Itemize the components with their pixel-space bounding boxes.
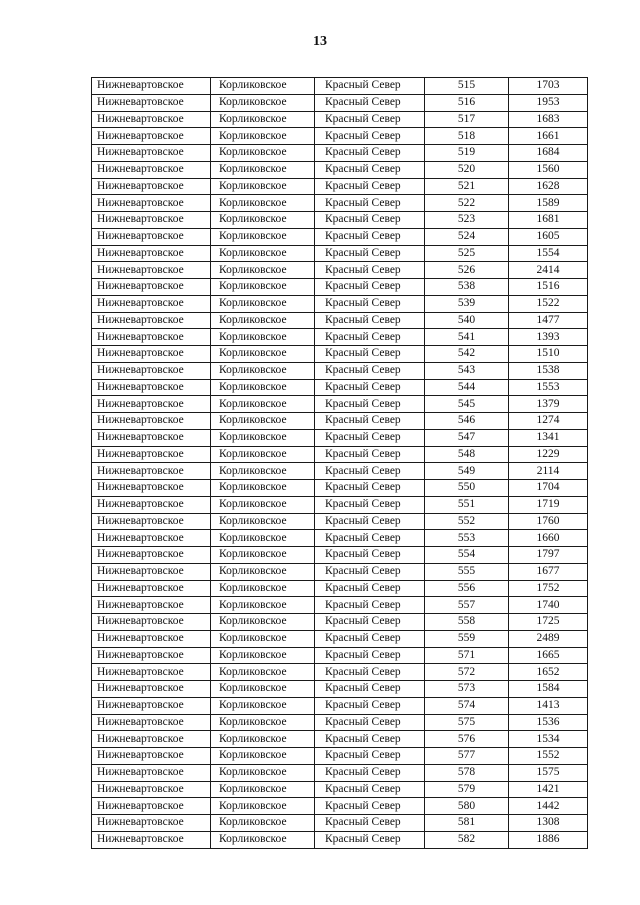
company-cell: Красный Север <box>315 94 425 111</box>
value-cell: 1522 <box>509 295 588 312</box>
company-cell: Красный Север <box>315 346 425 363</box>
value-cell: 2489 <box>509 630 588 647</box>
region-cell: Нижневартовское <box>92 480 211 497</box>
field-cell: Корликовское <box>211 94 315 111</box>
number-cell: 577 <box>425 748 509 765</box>
number-cell: 553 <box>425 530 509 547</box>
company-cell: Красный Север <box>315 831 425 848</box>
field-cell: Корликовское <box>211 664 315 681</box>
number-cell: 524 <box>425 228 509 245</box>
company-cell: Красный Север <box>315 697 425 714</box>
value-cell: 1752 <box>509 580 588 597</box>
company-cell: Красный Север <box>315 161 425 178</box>
table-row <box>92 245 588 262</box>
number-cell: 522 <box>425 195 509 212</box>
value-cell: 1553 <box>509 379 588 396</box>
company-cell: Красный Север <box>315 480 425 497</box>
region-cell: Нижневартовское <box>92 262 211 279</box>
region-cell: Нижневартовское <box>92 647 211 664</box>
region-cell: Нижневартовское <box>92 379 211 396</box>
field-cell: Корликовское <box>211 748 315 765</box>
field-cell: Корликовское <box>211 413 315 430</box>
table-row <box>92 346 588 363</box>
value-cell: 1552 <box>509 748 588 765</box>
value-cell: 1660 <box>509 530 588 547</box>
number-cell: 538 <box>425 279 509 296</box>
value-cell: 1886 <box>509 831 588 848</box>
table-row <box>92 111 588 128</box>
region-cell: Нижневартовское <box>92 279 211 296</box>
company-cell: Красный Север <box>315 312 425 329</box>
value-cell: 2414 <box>509 262 588 279</box>
value-cell: 1684 <box>509 145 588 162</box>
field-cell: Корликовское <box>211 446 315 463</box>
company-cell: Красный Север <box>315 815 425 832</box>
company-cell: Красный Север <box>315 212 425 229</box>
number-cell: 520 <box>425 161 509 178</box>
region-cell: Нижневартовское <box>92 413 211 430</box>
region-cell: Нижневартовское <box>92 513 211 530</box>
value-cell: 1797 <box>509 547 588 564</box>
number-cell: 526 <box>425 262 509 279</box>
number-cell: 544 <box>425 379 509 396</box>
table-row <box>92 379 588 396</box>
company-cell: Красный Север <box>315 664 425 681</box>
region-cell: Нижневартовское <box>92 714 211 731</box>
region-cell: Нижневартовское <box>92 781 211 798</box>
number-cell: 521 <box>425 178 509 195</box>
value-cell: 1677 <box>509 563 588 580</box>
region-cell: Нижневартовское <box>92 145 211 162</box>
table-row <box>92 178 588 195</box>
number-cell: 548 <box>425 446 509 463</box>
field-cell: Корликовское <box>211 647 315 664</box>
value-cell: 1661 <box>509 128 588 145</box>
region-cell: Нижневартовское <box>92 831 211 848</box>
number-cell: 551 <box>425 496 509 513</box>
field-cell: Корликовское <box>211 78 315 95</box>
field-cell: Корликовское <box>211 697 315 714</box>
number-cell: 543 <box>425 362 509 379</box>
field-cell: Корликовское <box>211 228 315 245</box>
company-cell: Красный Север <box>315 714 425 731</box>
number-cell: 576 <box>425 731 509 748</box>
number-cell: 579 <box>425 781 509 798</box>
field-cell: Корликовское <box>211 128 315 145</box>
region-cell: Нижневартовское <box>92 178 211 195</box>
value-cell: 1704 <box>509 480 588 497</box>
table-row <box>92 831 588 848</box>
field-cell: Корликовское <box>211 764 315 781</box>
field-cell: Корликовское <box>211 379 315 396</box>
field-cell: Корликовское <box>211 329 315 346</box>
value-cell: 1560 <box>509 161 588 178</box>
company-cell: Красный Север <box>315 563 425 580</box>
table-row <box>92 815 588 832</box>
value-cell: 1536 <box>509 714 588 731</box>
table-body <box>92 78 588 849</box>
table-row <box>92 480 588 497</box>
table-row <box>92 731 588 748</box>
company-cell: Красный Север <box>315 228 425 245</box>
company-cell: Красный Север <box>315 362 425 379</box>
number-cell: 580 <box>425 798 509 815</box>
field-cell: Корликовское <box>211 362 315 379</box>
region-cell: Нижневартовское <box>92 463 211 480</box>
number-cell: 581 <box>425 815 509 832</box>
company-cell: Красный Север <box>315 279 425 296</box>
region-cell: Нижневартовское <box>92 346 211 363</box>
region-cell: Нижневартовское <box>92 580 211 597</box>
field-cell: Корликовское <box>211 614 315 631</box>
number-cell: 515 <box>425 78 509 95</box>
table-row <box>92 563 588 580</box>
number-cell: 547 <box>425 429 509 446</box>
table-row <box>92 781 588 798</box>
value-cell: 1538 <box>509 362 588 379</box>
number-cell: 546 <box>425 413 509 430</box>
company-cell: Красный Север <box>315 547 425 564</box>
field-cell: Корликовское <box>211 563 315 580</box>
region-cell: Нижневартовское <box>92 228 211 245</box>
value-cell: 1229 <box>509 446 588 463</box>
region-cell: Нижневартовское <box>92 664 211 681</box>
table-row <box>92 547 588 564</box>
company-cell: Красный Север <box>315 145 425 162</box>
value-cell: 1379 <box>509 396 588 413</box>
company-cell: Красный Север <box>315 195 425 212</box>
value-cell: 1308 <box>509 815 588 832</box>
company-cell: Красный Север <box>315 262 425 279</box>
company-cell: Красный Север <box>315 396 425 413</box>
value-cell: 1760 <box>509 513 588 530</box>
number-cell: 539 <box>425 295 509 312</box>
number-cell: 517 <box>425 111 509 128</box>
number-cell: 541 <box>425 329 509 346</box>
region-cell: Нижневартовское <box>92 630 211 647</box>
table-row <box>92 764 588 781</box>
region-cell: Нижневартовское <box>92 731 211 748</box>
table-row <box>92 664 588 681</box>
table-row <box>92 228 588 245</box>
table-row <box>92 530 588 547</box>
region-cell: Нижневартовское <box>92 295 211 312</box>
company-cell: Красный Север <box>315 748 425 765</box>
field-cell: Корликовское <box>211 798 315 815</box>
table-row <box>92 697 588 714</box>
table-row <box>92 362 588 379</box>
company-cell: Красный Север <box>315 597 425 614</box>
value-cell: 1740 <box>509 597 588 614</box>
company-cell: Красный Север <box>315 78 425 95</box>
field-cell: Корликовское <box>211 831 315 848</box>
value-cell: 1477 <box>509 312 588 329</box>
company-cell: Красный Север <box>315 530 425 547</box>
region-cell: Нижневартовское <box>92 362 211 379</box>
table-row <box>92 262 588 279</box>
company-cell: Красный Север <box>315 463 425 480</box>
data-table <box>91 77 588 849</box>
region-cell: Нижневартовское <box>92 764 211 781</box>
number-cell: 574 <box>425 697 509 714</box>
number-cell: 572 <box>425 664 509 681</box>
value-cell: 1516 <box>509 279 588 296</box>
number-cell: 523 <box>425 212 509 229</box>
value-cell: 1683 <box>509 111 588 128</box>
table-row <box>92 630 588 647</box>
table-row <box>92 212 588 229</box>
value-cell: 1575 <box>509 764 588 781</box>
field-cell: Корликовское <box>211 530 315 547</box>
table-row <box>92 463 588 480</box>
value-cell: 1274 <box>509 413 588 430</box>
field-cell: Корликовское <box>211 279 315 296</box>
field-cell: Корликовское <box>211 245 315 262</box>
table-row <box>92 614 588 631</box>
value-cell: 1665 <box>509 647 588 664</box>
company-cell: Красный Север <box>315 614 425 631</box>
table-row <box>92 681 588 698</box>
field-cell: Корликовское <box>211 781 315 798</box>
region-cell: Нижневартовское <box>92 496 211 513</box>
table-row <box>92 195 588 212</box>
number-cell: 575 <box>425 714 509 731</box>
number-cell: 558 <box>425 614 509 631</box>
region-cell: Нижневартовское <box>92 597 211 614</box>
company-cell: Красный Север <box>315 496 425 513</box>
value-cell: 1681 <box>509 212 588 229</box>
company-cell: Красный Север <box>315 446 425 463</box>
region-cell: Нижневартовское <box>92 161 211 178</box>
company-cell: Красный Север <box>315 781 425 798</box>
region-cell: Нижневартовское <box>92 429 211 446</box>
company-cell: Красный Север <box>315 245 425 262</box>
table-row <box>92 279 588 296</box>
region-cell: Нижневартовское <box>92 681 211 698</box>
company-cell: Красный Север <box>315 647 425 664</box>
region-cell: Нижневартовское <box>92 245 211 262</box>
number-cell: 542 <box>425 346 509 363</box>
company-cell: Красный Север <box>315 681 425 698</box>
company-cell: Красный Север <box>315 178 425 195</box>
region-cell: Нижневартовское <box>92 212 211 229</box>
region-cell: Нижневартовское <box>92 396 211 413</box>
number-cell: 545 <box>425 396 509 413</box>
field-cell: Корликовское <box>211 195 315 212</box>
company-cell: Красный Север <box>315 580 425 597</box>
value-cell: 1421 <box>509 781 588 798</box>
value-cell: 1628 <box>509 178 588 195</box>
field-cell: Корликовское <box>211 145 315 162</box>
field-cell: Корликовское <box>211 731 315 748</box>
region-cell: Нижневартовское <box>92 798 211 815</box>
number-cell: 578 <box>425 764 509 781</box>
value-cell: 1725 <box>509 614 588 631</box>
region-cell: Нижневартовское <box>92 547 211 564</box>
value-cell: 1652 <box>509 664 588 681</box>
field-cell: Корликовское <box>211 630 315 647</box>
number-cell: 555 <box>425 563 509 580</box>
table-row <box>92 446 588 463</box>
value-cell: 1719 <box>509 496 588 513</box>
table-row <box>92 78 588 95</box>
page-number: 13 <box>313 34 327 49</box>
region-cell: Нижневартовское <box>92 111 211 128</box>
number-cell: 519 <box>425 145 509 162</box>
field-cell: Корликовское <box>211 262 315 279</box>
value-cell: 1442 <box>509 798 588 815</box>
table-row <box>92 312 588 329</box>
table-row <box>92 329 588 346</box>
table-row <box>92 513 588 530</box>
company-cell: Красный Север <box>315 329 425 346</box>
value-cell: 1510 <box>509 346 588 363</box>
field-cell: Корликовское <box>211 312 315 329</box>
field-cell: Корликовское <box>211 161 315 178</box>
value-cell: 1605 <box>509 228 588 245</box>
field-cell: Корликовское <box>211 111 315 128</box>
field-cell: Корликовское <box>211 346 315 363</box>
number-cell: 525 <box>425 245 509 262</box>
region-cell: Нижневартовское <box>92 128 211 145</box>
number-cell: 559 <box>425 630 509 647</box>
number-cell: 516 <box>425 94 509 111</box>
number-cell: 552 <box>425 513 509 530</box>
field-cell: Корликовское <box>211 815 315 832</box>
number-cell: 554 <box>425 547 509 564</box>
region-cell: Нижневартовское <box>92 195 211 212</box>
field-cell: Корликовское <box>211 547 315 564</box>
value-cell: 2114 <box>509 463 588 480</box>
table-row <box>92 597 588 614</box>
company-cell: Красный Север <box>315 111 425 128</box>
number-cell: 549 <box>425 463 509 480</box>
company-cell: Красный Север <box>315 731 425 748</box>
region-cell: Нижневартовское <box>92 697 211 714</box>
company-cell: Красный Север <box>315 630 425 647</box>
company-cell: Красный Север <box>315 379 425 396</box>
company-cell: Красный Север <box>315 513 425 530</box>
number-cell: 573 <box>425 681 509 698</box>
field-cell: Корликовское <box>211 480 315 497</box>
region-cell: Нижневартовское <box>92 78 211 95</box>
region-cell: Нижневартовское <box>92 329 211 346</box>
table-row <box>92 580 588 597</box>
field-cell: Корликовское <box>211 212 315 229</box>
region-cell: Нижневартовское <box>92 530 211 547</box>
value-cell: 1953 <box>509 94 588 111</box>
table-row <box>92 295 588 312</box>
company-cell: Красный Север <box>315 429 425 446</box>
field-cell: Корликовское <box>211 429 315 446</box>
region-cell: Нижневартовское <box>92 446 211 463</box>
number-cell: 556 <box>425 580 509 597</box>
number-cell: 557 <box>425 597 509 614</box>
region-cell: Нижневартовское <box>92 748 211 765</box>
value-cell: 1584 <box>509 681 588 698</box>
value-cell: 1341 <box>509 429 588 446</box>
field-cell: Корликовское <box>211 496 315 513</box>
table-row <box>92 714 588 731</box>
table-row <box>92 413 588 430</box>
value-cell: 1703 <box>509 78 588 95</box>
field-cell: Корликовское <box>211 295 315 312</box>
number-cell: 518 <box>425 128 509 145</box>
region-cell: Нижневартовское <box>92 312 211 329</box>
region-cell: Нижневартовское <box>92 614 211 631</box>
table-row <box>92 145 588 162</box>
table-row <box>92 496 588 513</box>
region-cell: Нижневартовское <box>92 815 211 832</box>
table-row <box>92 748 588 765</box>
field-cell: Корликовское <box>211 714 315 731</box>
company-cell: Красный Север <box>315 798 425 815</box>
field-cell: Корликовское <box>211 463 315 480</box>
value-cell: 1393 <box>509 329 588 346</box>
number-cell: 550 <box>425 480 509 497</box>
field-cell: Корликовское <box>211 681 315 698</box>
value-cell: 1413 <box>509 697 588 714</box>
number-cell: 582 <box>425 831 509 848</box>
table-row <box>92 429 588 446</box>
field-cell: Корликовское <box>211 597 315 614</box>
field-cell: Корликовское <box>211 396 315 413</box>
value-cell: 1589 <box>509 195 588 212</box>
company-cell: Красный Север <box>315 128 425 145</box>
region-cell: Нижневартовское <box>92 94 211 111</box>
number-cell: 540 <box>425 312 509 329</box>
value-cell: 1554 <box>509 245 588 262</box>
table-row <box>92 94 588 111</box>
number-cell: 571 <box>425 647 509 664</box>
region-cell: Нижневартовское <box>92 563 211 580</box>
field-cell: Корликовское <box>211 178 315 195</box>
company-cell: Красный Север <box>315 413 425 430</box>
table-row <box>92 161 588 178</box>
table-row <box>92 798 588 815</box>
table-row <box>92 128 588 145</box>
table-row <box>92 647 588 664</box>
field-cell: Корликовское <box>211 580 315 597</box>
field-cell: Корликовское <box>211 513 315 530</box>
company-cell: Красный Север <box>315 764 425 781</box>
table-row <box>92 396 588 413</box>
company-cell: Красный Север <box>315 295 425 312</box>
value-cell: 1534 <box>509 731 588 748</box>
